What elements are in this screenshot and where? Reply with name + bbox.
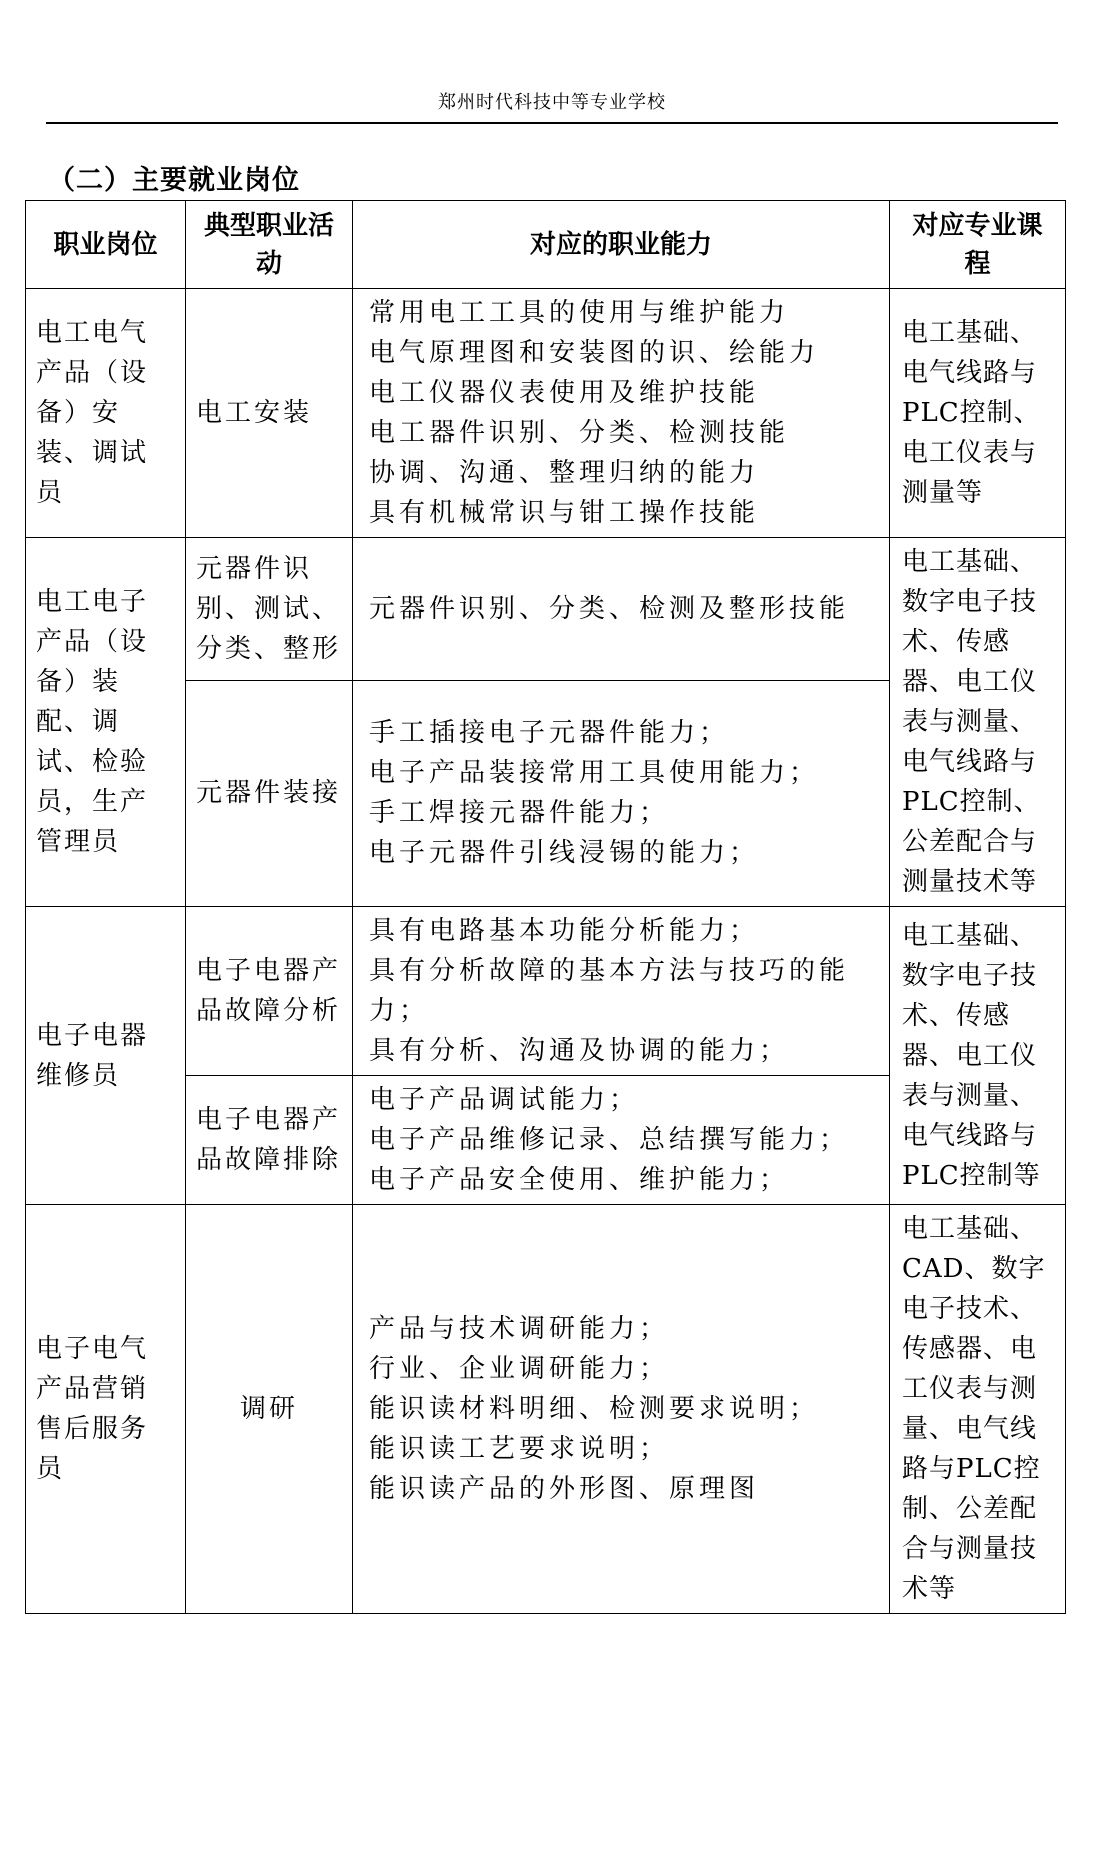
activity-cell: 调研 xyxy=(186,1205,353,1614)
ability-item: 具有电路基本功能分析能力； xyxy=(369,916,760,946)
position-cell: 电工电气产品（设备）安装、调试员 xyxy=(26,289,186,538)
ability-item: 行业、企业调研能力； xyxy=(369,1354,670,1384)
header-divider xyxy=(46,122,1058,124)
ability-item: 常用电工工具的使用与维护能力 xyxy=(369,298,790,328)
abilities-cell xyxy=(353,680,890,906)
ability-item: 电子产品维修记录、总结撰写能力； xyxy=(369,1125,850,1155)
ability-item: 手工焊接元器件能力； xyxy=(369,798,670,829)
ability-item: 电工仪器仪表使用及维护技能 xyxy=(369,378,760,408)
ability-item: 电气原理图和安装图的识、绘能力 xyxy=(369,338,820,368)
page-header: 郑州时代科技中等专业学校 xyxy=(438,92,666,113)
table-row xyxy=(26,1205,1066,1614)
course-cell: 电工基础、数字电子技术、传感器、电工仪表与测量、电气线路与PLC控制、公差配合与测量技术等 xyxy=(890,538,1066,907)
position-cell: 电子电气产品营销售后服务员 xyxy=(26,1205,186,1614)
position-cell: 电工电子产品（设备）装配、调试、检验员，生产管理员 xyxy=(26,538,186,907)
activity-cell: 电子电器产品故障分析 xyxy=(186,907,353,1076)
table-header-row xyxy=(26,201,1066,289)
activity-cell: 元器件识别、测试、分类、整形 xyxy=(186,538,353,681)
ability-item: 能识读材料明细、检测要求说明； xyxy=(369,1394,820,1424)
table-row xyxy=(26,538,1066,681)
ability-item: 电子产品安全使用、维护能力； xyxy=(369,1165,790,1195)
abilities-cell xyxy=(353,538,890,681)
ability-item: 协调、沟通、整理归纳的能力 xyxy=(369,458,760,488)
ability-item: 能识读工艺要求说明； xyxy=(369,1434,670,1464)
ability-item: 具有分析故障的基本方法与技巧的能力； xyxy=(369,956,850,1026)
activity-cell: 元器件装接 xyxy=(186,680,353,906)
ability-item: 具有机械常识与钳工操作技能 xyxy=(369,498,760,528)
course-cell: 电工基础、电气线路与PLC控制、电工仪表与测量等 xyxy=(890,289,1066,538)
course-cell: 电工基础、CAD、数字电子技术、传感器、电工仪表与测量、电气线路与PLC控制、公差配合与测量技术等 xyxy=(890,1205,1066,1614)
position-cell: 电子电器维修员 xyxy=(26,907,186,1205)
abilities-cell xyxy=(353,1205,890,1614)
table-row xyxy=(26,907,1066,1076)
ability-item: 手工插接电子元器件能力； xyxy=(369,718,730,749)
activity-cell: 电工安装 xyxy=(186,289,353,538)
ability-item: 电子产品装接常用工具使用能力； xyxy=(369,758,820,789)
ability-item: 元器件识别、分类、检测及整形技能 xyxy=(369,593,850,624)
ability-item: 电子产品调试能力； xyxy=(369,1085,640,1115)
table-row xyxy=(26,289,1066,538)
header-position: 职业岗位 xyxy=(26,201,186,289)
activity-cell: 电子电器产品故障排除 xyxy=(186,1076,353,1205)
abilities-cell xyxy=(353,289,890,538)
abilities-cell xyxy=(353,1076,890,1205)
ability-item: 能识读产品的外形图、原理图 xyxy=(369,1474,760,1504)
ability-item: 电子元器件引线浸锡的能力； xyxy=(369,838,760,869)
header-activity: 典型职业活动 xyxy=(186,201,353,289)
course-cell: 电工基础、数字电子技术、传感器、电工仪表与测量、电气线路与PLC控制等 xyxy=(890,907,1066,1205)
ability-item: 具有分析、沟通及协调的能力； xyxy=(369,1036,790,1066)
header-abilities: 对应的职业能力 xyxy=(353,201,890,289)
ability-item: 电工器件识别、分类、检测技能 xyxy=(369,418,790,448)
abilities-cell xyxy=(353,907,890,1076)
section-title: （二）主要就业岗位 xyxy=(48,165,300,196)
employment-table xyxy=(25,200,1066,1614)
header-course: 对应专业课程 xyxy=(890,201,1066,289)
ability-item: 产品与技术调研能力； xyxy=(369,1314,670,1344)
